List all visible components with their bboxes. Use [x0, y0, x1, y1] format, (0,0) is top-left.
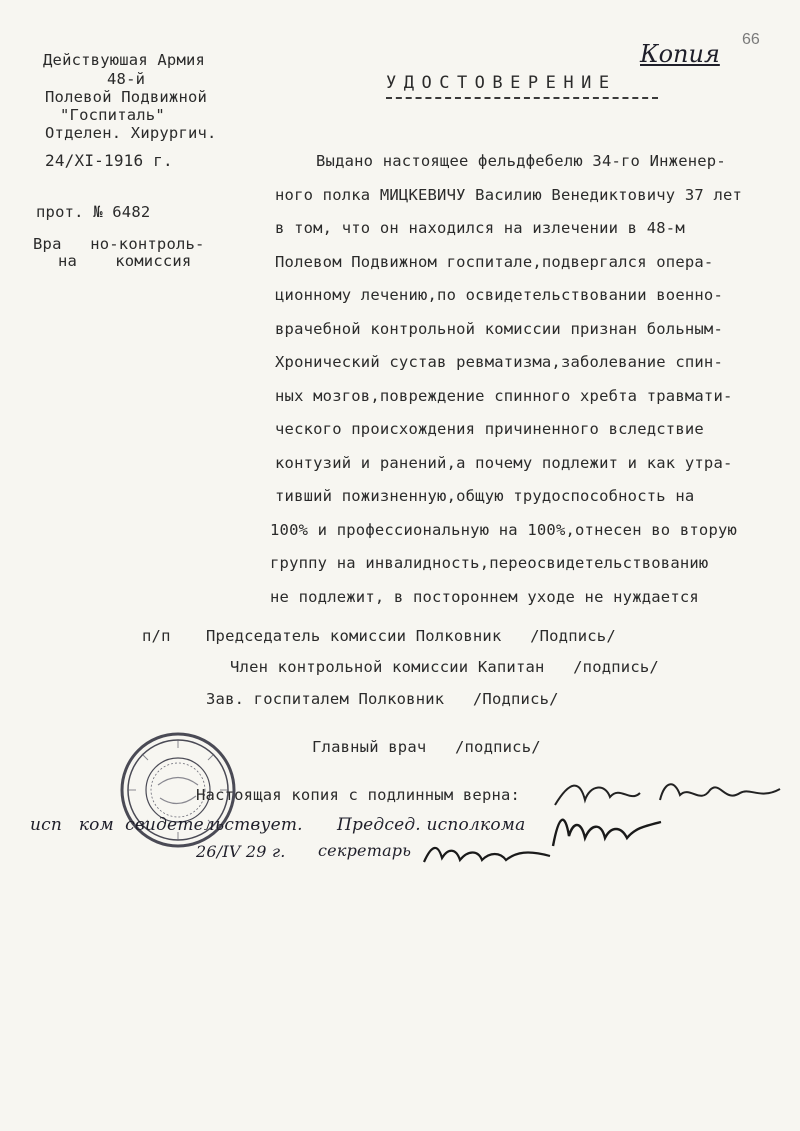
- body-line: тивший пожизненную,общую трудоспособность на: [275, 487, 695, 505]
- copy-mark: Копия: [640, 40, 720, 68]
- body-line: Хронический сустав ревматизма,заболевание спин-: [275, 353, 723, 371]
- signature-head: Зав. госпиталем Полковник /Подпись/: [206, 690, 559, 708]
- commission-line-2: на комиссия: [58, 252, 192, 270]
- signature-member: Член контрольной комиссии Капитан /подпись/: [230, 658, 659, 676]
- body-line: в том, что он находился на излечении в 48-м: [275, 219, 685, 237]
- body-line: контузий и ранений,а почему подлежит и как утра-: [275, 454, 733, 472]
- signature-chief: Главный врач /подпись/: [312, 738, 541, 756]
- body-line: ционному лечению,по освидетельствовании военно-: [275, 286, 723, 304]
- header-army: Действуюшая Армия: [43, 51, 206, 69]
- body-line: ческого происхождения причиненного вследствие: [275, 420, 704, 438]
- handwritten-date: 26/IV 29 г.: [196, 842, 286, 861]
- certification-text: Настоящая копия с подлинным верна:: [196, 786, 521, 804]
- body-line: Выдано настоящее фельдфебелю 34-го Инженер-: [316, 152, 726, 170]
- header-hospital-type: Полевой Подвижной: [45, 88, 208, 106]
- body-line: Полевом Подвижном госпитале,подвергался опера-: [275, 253, 714, 271]
- body-line: врачебной контрольной комиссии признан больным-: [275, 320, 723, 338]
- document-title: УДОСТОВЕРЕНИЕ: [386, 73, 617, 93]
- document-date: 24/XI-1916 г.: [45, 151, 173, 170]
- signature-secretary: [420, 838, 555, 870]
- handwritten-certifies: исп ком свидетельствует.: [30, 815, 303, 835]
- signature-pp: п/п: [142, 627, 171, 645]
- body-line: 100% и профессиональную на 100%,отнесен во вторую: [270, 521, 738, 539]
- body-line: ных мозгов,повреждение спинного хребта травмати-: [275, 387, 733, 405]
- body-line: группу на инвалидность,переосвидетельствованию: [270, 554, 709, 572]
- commission-line-1: Вра но-контроль-: [33, 235, 205, 253]
- page-number: 66: [742, 31, 760, 48]
- signature-chair: [545, 808, 665, 850]
- header-hospital: "Госпиталь": [60, 106, 165, 124]
- handwritten-chair-label: Председ. исполкома: [337, 815, 526, 835]
- body-line: ного полка МИЦКЕВИЧУ Василию Венедиктовичу 37 лет: [275, 186, 743, 204]
- body-line: не подлежит, в постороннем уходе не нуждается: [270, 588, 699, 606]
- title-underline: [386, 97, 658, 99]
- handwritten-secretary-label: секретарь: [318, 841, 412, 860]
- protocol-number: прот. № 6482: [36, 203, 151, 221]
- signature-chairman: Председатель комиссии Полковник /Подпись/: [206, 627, 616, 645]
- header-department: Отделен. Хирургич.: [45, 124, 217, 142]
- header-number: 48-й: [107, 70, 146, 88]
